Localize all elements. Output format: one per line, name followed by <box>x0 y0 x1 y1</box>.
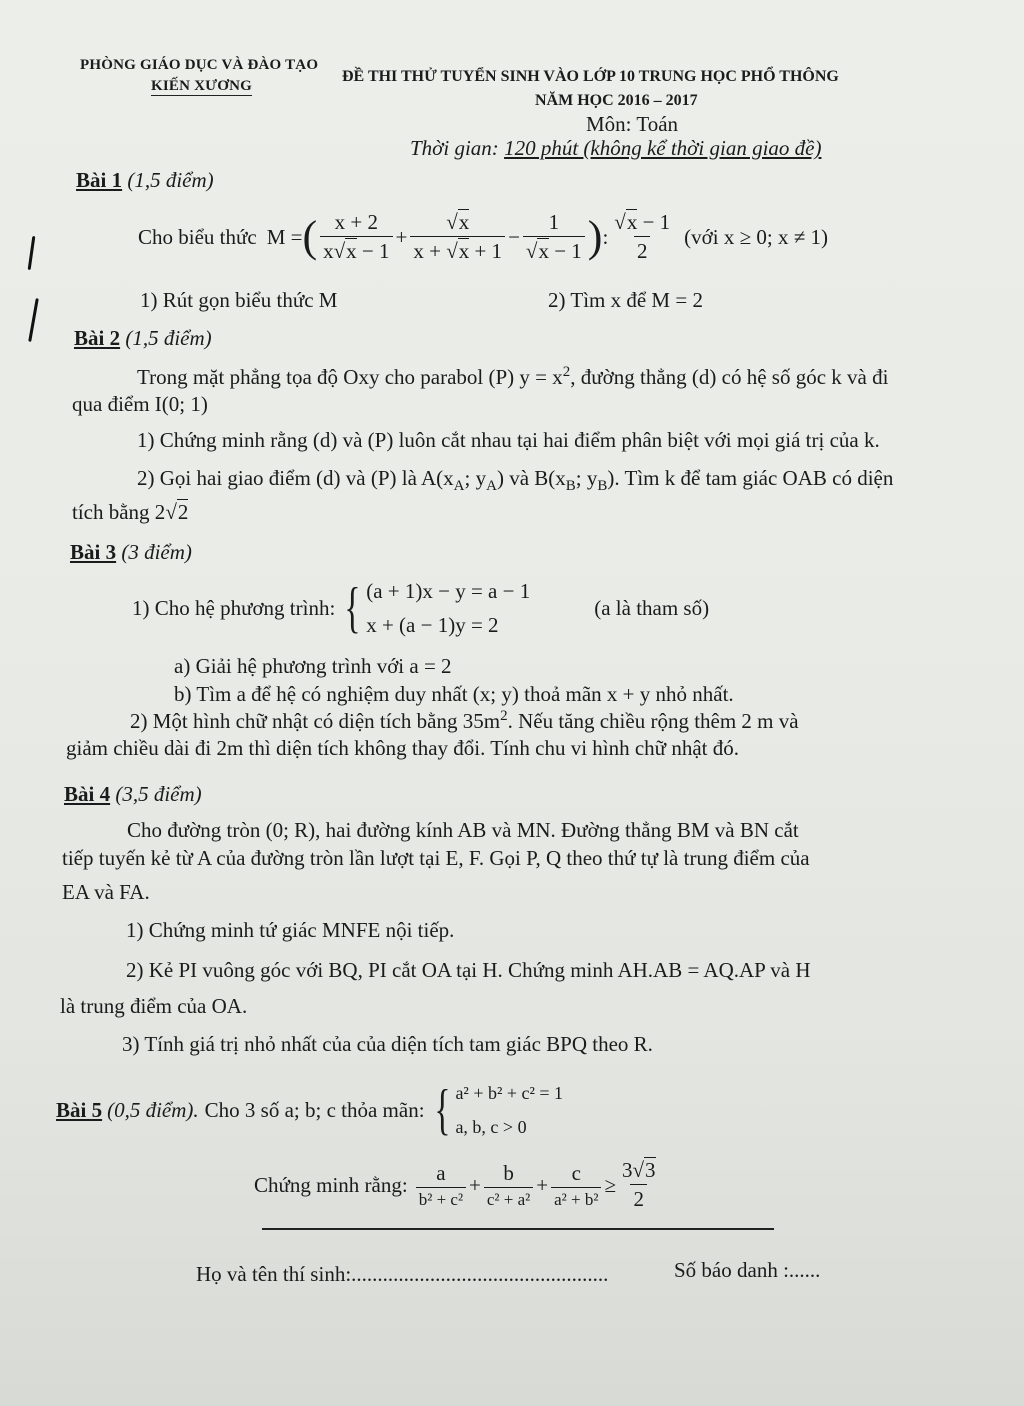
rect-exponent: 2 <box>500 708 508 724</box>
fraction-1-denominator: x√x − 1 <box>320 236 392 264</box>
ineq-fraction-1 <box>416 1161 466 1210</box>
district-name: KIẾN XƯƠNG <box>151 78 253 94</box>
equation-1: (a + 1)x − y = a − 1 <box>366 579 531 603</box>
ineq-den-1: b² + c² <box>416 1187 466 1210</box>
ineq-num-2: b <box>503 1160 514 1185</box>
problem-4-question-2-cont: là trung điểm của OA. <box>60 994 248 1018</box>
problem-4-question-2: 2) Kẻ PI vuông góc với BQ, PI cắt OA tại H. Chứng minh AH.AB = AQ.AP và H <box>126 958 811 982</box>
separator-line <box>262 1228 774 1230</box>
q2-radicand: 2 <box>177 500 189 524</box>
problem-2-line-2: qua điểm I(0; 1) <box>72 392 208 416</box>
constraint-2: a, b, c > 0 <box>455 1117 527 1137</box>
problem-4-line-3: EA và FA. <box>62 880 150 904</box>
problem-4-title: Bài 4 <box>64 782 111 806</box>
school-year: NĂM HỌC 2016 – 2017 <box>535 92 698 109</box>
subscript-a: A <box>453 478 465 495</box>
problem-4-question-1: 1) Chứng minh tứ giác MNFE nội tiếp. <box>126 918 455 942</box>
problem-3-question-2 <box>130 708 799 734</box>
ineq-num-1: a <box>436 1160 446 1185</box>
f4-num-b: − 1 <box>637 210 671 234</box>
q2-text-d: ). Tìm k để tam giác OAB có diện <box>607 466 894 490</box>
domain-condition: (với x ≥ 0; x ≠ 1) <box>684 224 828 249</box>
f3-den-radicand: x <box>538 239 549 263</box>
p2-text-a: Trong mặt phẳng tọa độ Oxy cho parabol (P) y = x <box>137 365 563 389</box>
problem-3-points: (3 điểm) <box>121 540 192 564</box>
ineq-fraction-3 <box>551 1161 601 1210</box>
p2-text-b: , đường thẳng (d) có hệ số góc k và đi <box>570 365 889 389</box>
department-name: PHÒNG GIÁO DỤC VÀ ĐÀO TẠO <box>80 57 319 73</box>
problem-3-question-2-cont: giảm chiều dài đi 2m thì diện tích không thay đổi. Tính chu vi hình chữ nhật đó. <box>66 736 739 760</box>
left-brace: { <box>433 1079 451 1141</box>
problem-1-points: (1,5 điểm) <box>127 168 214 192</box>
left-brace: { <box>344 577 361 639</box>
q2-text-e: tích bằng 2 <box>72 500 166 524</box>
system-intro: 1) Cho hệ phương trình: <box>132 595 336 620</box>
ineq-rhs-numerator: 3√3 <box>621 1158 656 1182</box>
problem-2-question-1: 1) Chứng minh rằng (d) và (P) luôn cắt nhau tại hai điểm phân biệt với mọi giá trị của k. <box>137 428 880 452</box>
problem-1-question-2: 2) Tìm x để M = 2 <box>548 288 703 312</box>
f1-den-radicand: x <box>346 239 357 263</box>
q2-text-b: ; y <box>464 466 487 490</box>
fraction-3-numerator: 1 <box>548 210 560 234</box>
fraction-2-numerator: √x <box>446 210 470 234</box>
f3-den-b: − 1 <box>548 239 582 263</box>
problem-1-heading <box>76 168 214 193</box>
candidate-id-field: Số báo danh :...... <box>674 1258 821 1282</box>
problem-4-line-1: Cho đường tròn (0; R), hai đường kính AB và MN. Đường thẳng BM và BN cắt <box>127 818 799 842</box>
problem-2-question-2-cont: tích bằng 2√2 <box>72 500 189 524</box>
ineq-fraction-2 <box>484 1161 533 1210</box>
left-paren: ( <box>302 212 318 261</box>
system-equations <box>366 574 530 642</box>
problem-5-intro: Cho 3 số a; b; c thỏa mãn: <box>204 1097 425 1122</box>
problem-3-heading <box>70 540 192 565</box>
problem-4-heading <box>64 782 202 807</box>
q2-text-b: ; y <box>575 466 598 490</box>
geq-sign: ≥ <box>604 1172 616 1197</box>
fraction-4 <box>611 210 673 264</box>
problem-2-question-2 <box>137 466 893 495</box>
subscript-b: B <box>565 478 576 495</box>
f2-num-radicand: x <box>458 210 470 234</box>
time-allowed <box>410 136 821 161</box>
problem-2-title: Bài 2 <box>74 326 121 350</box>
fraction-3-denominator: √x − 1 <box>523 236 585 264</box>
expression-lhs: M = <box>266 224 303 249</box>
f1-den-a: x <box>323 239 334 263</box>
problem-3-question-b: b) Tìm a để hệ có nghiệm duy nhất (x; y) thoả mãn x + y nhỏ nhất. <box>174 682 734 706</box>
p2-exponent: 2 <box>562 364 571 380</box>
pen-mark <box>28 298 39 342</box>
fraction-2-denominator: x + √x + 1 <box>410 236 505 264</box>
ineq-num-3: c <box>571 1160 581 1185</box>
f2-den-b: + 1 <box>469 239 503 263</box>
rect-text-a: 2) Một hình chữ nhật có diện tích bằng 35m <box>130 709 501 733</box>
exam-title: ĐỀ THI THỬ TUYỂN SINH VÀO LỚP 10 TRUNG HỌC PHỔ THÔNG <box>342 68 839 85</box>
inequality <box>254 1158 662 1212</box>
problem-4-question-3: 3) Tính giá trị nhỏ nhất của của diện tích tam giác BPQ theo R. <box>122 1032 653 1056</box>
ineq-rhs <box>619 1158 659 1212</box>
plus-sign: + <box>536 1172 549 1197</box>
constraint-system <box>455 1076 563 1144</box>
expression-intro: Cho biểu thức <box>138 224 257 249</box>
fraction-1 <box>320 210 392 264</box>
f2-den-a: x + <box>413 239 447 263</box>
problem-4-line-2: tiếp tuyến kẻ từ A của đường tròn lần lượt tại E, F. Gọi P, Q theo thứ tự là trung điểm của <box>62 846 810 870</box>
problem-3-question-a: a) Giải hệ phương trình với a = 2 <box>174 654 452 678</box>
problem-1-title: Bài 1 <box>76 168 123 192</box>
problem-4-points: (3,5 điểm) <box>115 782 202 806</box>
pen-mark <box>28 236 36 270</box>
right-paren: ) <box>587 212 603 261</box>
f2-den-radicand: x <box>458 239 470 263</box>
minus-sign: − <box>508 224 520 249</box>
ineq-den-2: c² + a² <box>484 1187 533 1210</box>
plus-sign: + <box>395 224 408 249</box>
problem-2-points: (1,5 điểm) <box>125 326 212 350</box>
parameter-note: (a là tham số) <box>594 595 710 620</box>
fraction-4-numerator: √x − 1 <box>614 210 671 234</box>
problem-5-heading <box>56 1076 563 1144</box>
problem-5-points: (0,5 điểm). <box>107 1097 199 1122</box>
problem-5-title: Bài 5 <box>56 1097 103 1122</box>
subscript-b: B <box>597 478 608 495</box>
problem-2-line-1 <box>137 364 888 390</box>
prove-label: Chứng minh rằng: <box>254 1172 408 1197</box>
division-sign: : <box>602 224 609 249</box>
fraction-3 <box>523 210 585 264</box>
ineq-den-3: a² + b² <box>551 1187 601 1210</box>
subject: Môn: Toán <box>586 112 679 136</box>
f4-num-radicand: x <box>626 210 638 234</box>
rhs-radicand: 3 <box>645 1158 656 1182</box>
time-value: 120 phút (không kể thời gian giao đề) <box>504 136 822 160</box>
rect-text-b: . Nếu tăng chiều rộng thêm 2 m và <box>507 709 799 733</box>
rhs-coef: 3 <box>621 1158 633 1182</box>
subscript-a: A <box>486 478 497 495</box>
fraction-4-denominator: 2 <box>634 236 651 264</box>
equation-2: x + (a − 1)y = 2 <box>366 613 499 637</box>
expression-m <box>138 210 828 264</box>
problem-1-question-1: 1) Rút gọn biểu thức M <box>140 288 338 312</box>
problem-3-title: Bài 3 <box>70 540 117 564</box>
constraint-1: a² + b² + c² = 1 <box>455 1083 564 1103</box>
fraction-2 <box>410 210 505 264</box>
ineq-rhs-denominator: 2 <box>630 1184 647 1212</box>
f1-den-b: − 1 <box>356 239 390 263</box>
problem-2-heading <box>74 326 212 351</box>
candidate-name-field: Họ và tên thí sinh:................................................. <box>196 1262 609 1286</box>
q2-text-c: ) và B(x <box>496 466 566 490</box>
equation-system <box>132 574 709 642</box>
fraction-1-numerator: x + 2 <box>334 210 378 234</box>
q2-text-a: 2) Gọi hai giao điểm (d) và (P) là A(x <box>137 466 454 490</box>
plus-sign: + <box>469 1172 481 1197</box>
time-label: Thời gian: <box>410 136 499 160</box>
